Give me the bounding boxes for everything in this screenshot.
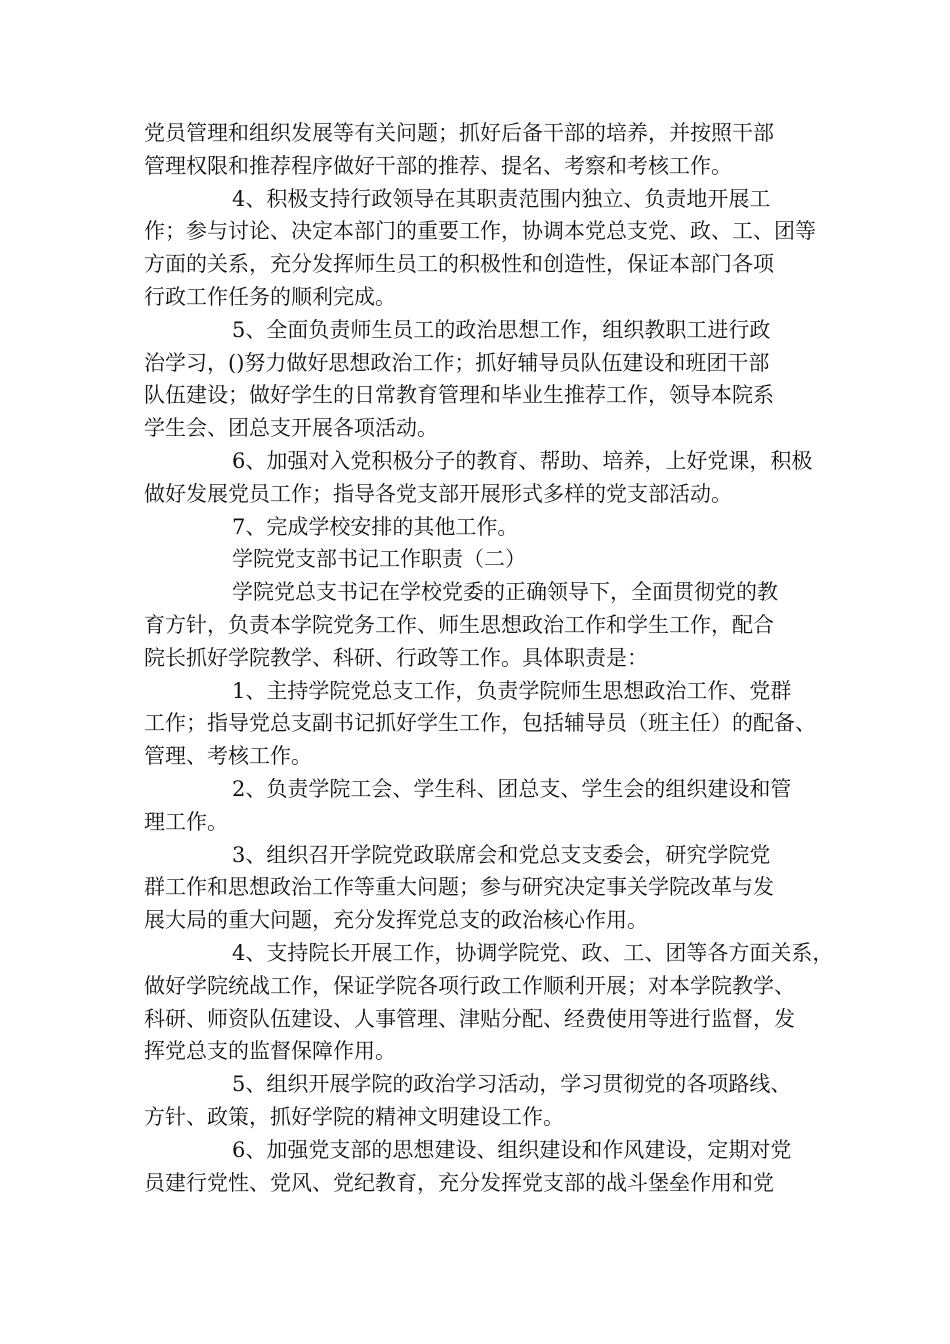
text-line: 治学习，()努力做好思想政治工作；抓好辅导员队伍建设和班团干部 bbox=[144, 350, 770, 375]
text-line: 党员管理和组织发展等有关问题；抓好后备干部的培养，并按照干部 bbox=[144, 121, 774, 145]
text-line: 行政工作任务的顺利完成。 bbox=[144, 284, 396, 309]
text-line: 工作；指导党总支副书记抓好学生工作，包括辅导员（班主任）的配备、 bbox=[144, 711, 816, 736]
text-line: 学生会、团总支开展各项活动。 bbox=[144, 416, 438, 441]
text-line: 3、组织召开学院党政联席会和党总支支委会，研究学院党 bbox=[232, 842, 771, 867]
text-line: 学院党总支书记在学校党委的正确领导下，全面贯彻党的教 bbox=[232, 580, 778, 605]
text-line: 队伍建设；做好学生的日常教育管理和毕业生推荐工作，领导本院系 bbox=[144, 383, 774, 408]
text-line: 挥党总支的监督保障作用。 bbox=[144, 1039, 396, 1064]
text-line: 学院党支部书记工作职责（二） bbox=[232, 547, 526, 572]
text-line: 育方针，负责本学院党务工作、师生思想政治工作和学生工作，配合 bbox=[144, 612, 774, 637]
text-line: 做好学院统战工作，保证学院各项行政工作顺利开展；对本学院教学、 bbox=[144, 973, 795, 998]
text-line: 7、完成学校安排的其他工作。 bbox=[232, 514, 519, 539]
text-line: 5、组织开展学院的政治学习活动，学习贯彻党的各项路线、 bbox=[232, 1072, 792, 1097]
text-line: 2、负责学院工会、学生科、团总支、学生会的组织建设和管 bbox=[232, 776, 792, 801]
text-line: 作；参与讨论、决定本部门的重要工作，协调本党总支党、政、工、团等 bbox=[144, 219, 816, 244]
text-line: 6、加强党支部的思想建设、组织建设和作风建设，定期对党 bbox=[232, 1137, 792, 1162]
text-line: 管理权限和推荐程序做好干部的推荐、提名、考察和考核工作。 bbox=[144, 153, 732, 178]
text-line: 院长抓好学院教学、科研、行政等工作。具体职责是： bbox=[144, 645, 648, 670]
document-body bbox=[144, 117, 834, 1199]
text-line: 展大局的重大问题，充分发挥党总支的政治核心作用。 bbox=[144, 908, 648, 933]
text-line: 群工作和思想政治工作等重大问题；参与研究决定事关学院改革与发 bbox=[144, 875, 774, 900]
text-line: 4、支持院长开展工作，协调学院党、政、工、团等各方面关系， bbox=[232, 940, 834, 965]
text-line: 4、积极支持行政领导在其职责范围内独立、负责地开展工 bbox=[232, 186, 771, 211]
text-line: 5、全面负责师生员工的政治思想工作，组织教职工进行政 bbox=[232, 317, 771, 342]
text-line: 理工作。 bbox=[144, 809, 228, 834]
text-line: 1、主持学院党总支工作，负责学院师生思想政治工作、党群 bbox=[232, 678, 792, 703]
text-line: 员建行党性、党风、党纪教育，充分发挥党支部的战斗堡垒作用和党 bbox=[144, 1170, 774, 1195]
text-line: 管理、考核工作。 bbox=[144, 744, 312, 769]
text-line: 做好发展党员工作；指导各党支部开展形式多样的党支部活动。 bbox=[144, 481, 732, 506]
text-line: 科研、师资队伍建设、人事管理、津贴分配、经费使用等进行监督，发 bbox=[144, 1006, 795, 1031]
text-line: 方针、政策，抓好学院的精神文明建设工作。 bbox=[144, 1104, 564, 1129]
text-line: 方面的关系，充分发挥师生员工的积极性和创造性，保证本部门各项 bbox=[144, 252, 774, 277]
text-line: 6、加强对入党积极分子的教育、帮助、培养，上好党课，积极 bbox=[232, 448, 813, 473]
